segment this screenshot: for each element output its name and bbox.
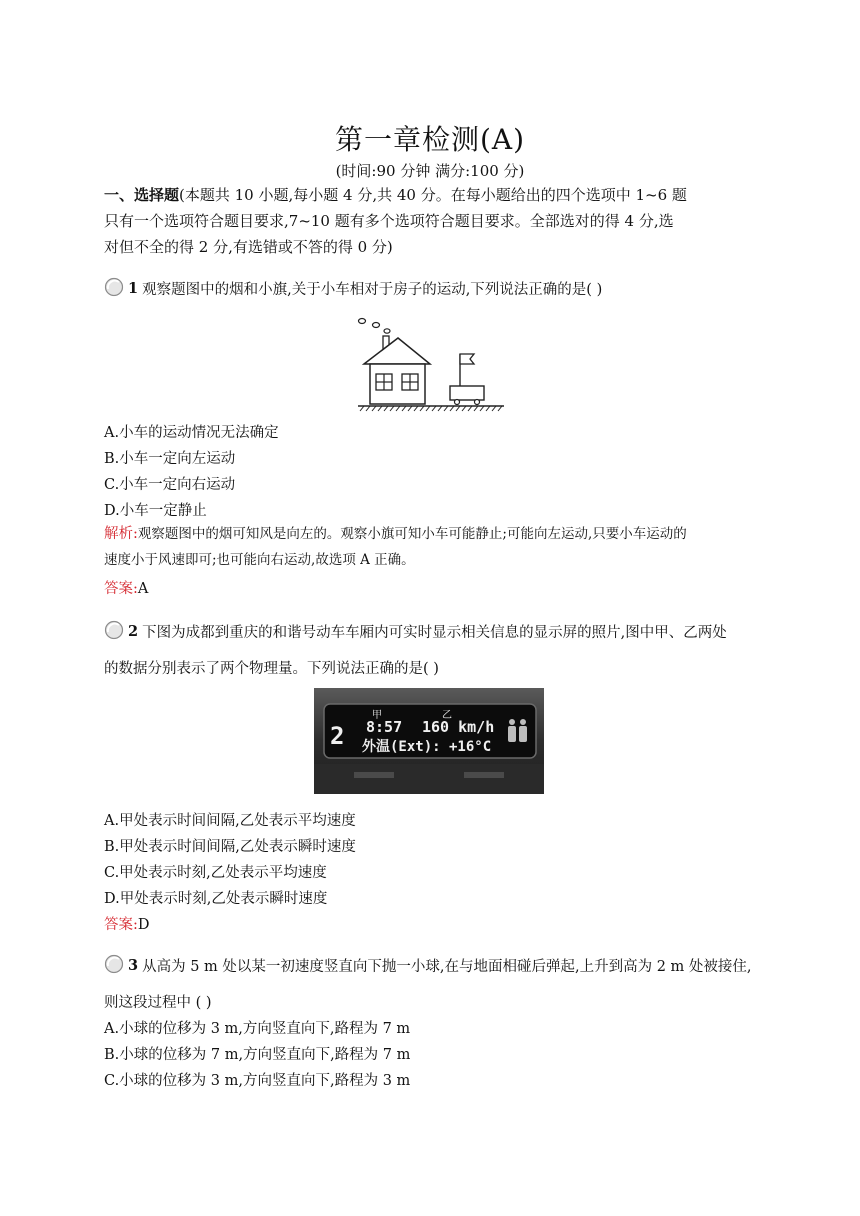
answer-value: D: [137, 917, 150, 933]
screen-time: 8:57: [366, 718, 403, 736]
answer-label: 答案:: [104, 581, 138, 597]
question-number: 2: [128, 623, 139, 640]
question-marker-icon: [104, 277, 124, 297]
section-line-1: (本题共 10 小题,每小题 4 分,共 40 分。在每小题给出的四个选项中 1~6 题: [179, 186, 687, 204]
question-marker-icon: [104, 954, 124, 974]
section-heading: 一、选择题: [104, 186, 180, 204]
option-c: C.小车一定向右运动: [104, 477, 236, 493]
option-b: B.小球的位移为 7 m,方向竖直向下,路程为 7 m: [104, 1047, 411, 1063]
question-2-stem: [104, 621, 727, 642]
question-1-stem: [104, 278, 602, 299]
section-line-3: 对但不全的得 2 分,有选错或不答的得 0 分): [104, 238, 393, 256]
answer-value: A: [137, 581, 149, 597]
analysis-label: 解析:: [104, 526, 138, 542]
page-subtitle: (时间:90 分钟 满分:100 分): [335, 162, 525, 180]
display-screen-photo: [314, 688, 544, 794]
question-3-stem: [104, 955, 752, 976]
section-line-2: 只有一个选项符合题目要求,7~10 题有多个选项符合题目要求。全部选对的得 4 分,选: [104, 212, 674, 230]
screen-number: 2: [330, 722, 345, 750]
answer-label: 答案:: [104, 917, 138, 933]
option-b: B.甲处表示时间间隔,乙处表示瞬时速度: [104, 839, 356, 855]
option-c: C.甲处表示时刻,乙处表示平均速度: [104, 865, 327, 881]
screen-speed: 160 km/h: [422, 718, 495, 736]
house-car-figure: [356, 314, 506, 412]
option-c: C.小球的位移为 3 m,方向竖直向下,路程为 3 m: [104, 1073, 411, 1089]
question-marker-icon: [104, 620, 124, 640]
screen-temperature: 外温(Ext): +16°C: [362, 739, 492, 755]
option-d: D.甲处表示时刻,乙处表示瞬时速度: [104, 891, 328, 907]
question-number: 3: [128, 957, 139, 974]
analysis-line-1: 观察题图中的烟可知风是向左的。观察小旗可知小车可能静止;可能向左运动,只要小车运动的: [137, 526, 687, 542]
option-d: D.小车一定静止: [104, 503, 207, 519]
answer-row: [104, 577, 148, 598]
question-text-line-2: 则这段过程中 ( ): [104, 995, 212, 1011]
answer-row: [104, 913, 150, 934]
question-text: 下图为成都到重庆的和谐号动车车厢内可实时显示相关信息的显示屏的照片,图中甲、乙两处: [142, 625, 727, 641]
option-a: A.甲处表示时间间隔,乙处表示平均速度: [104, 813, 356, 829]
question-text: 从高为 5 m 处以某一初速度竖直向下抛一小球,在与地面相碰后弹起,上升到高为 2 m 处被接住,: [142, 959, 752, 975]
analysis-line-2: 速度小于风速即可;也可能向右运动,故选项 A 正确。: [104, 552, 415, 568]
question-number: 1: [128, 280, 139, 297]
option-a: A.小车的运动情况无法确定: [104, 425, 279, 441]
analysis: [104, 521, 754, 573]
question-text-line-2: 的数据分别表示了两个物理量。下列说法正确的是( ): [104, 661, 439, 677]
label-yi: 乙: [442, 710, 452, 721]
option-a: A.小球的位移为 3 m,方向竖直向下,路程为 7 m: [104, 1021, 411, 1037]
section-instructions: [104, 182, 754, 260]
page-title: 第一章检测(A): [334, 123, 526, 156]
option-b: B.小车一定向左运动: [104, 451, 236, 467]
question-text: 观察题图中的烟和小旗,关于小车相对于房子的运动,下列说法正确的是( ): [142, 282, 603, 298]
label-jia: 甲: [372, 710, 382, 721]
